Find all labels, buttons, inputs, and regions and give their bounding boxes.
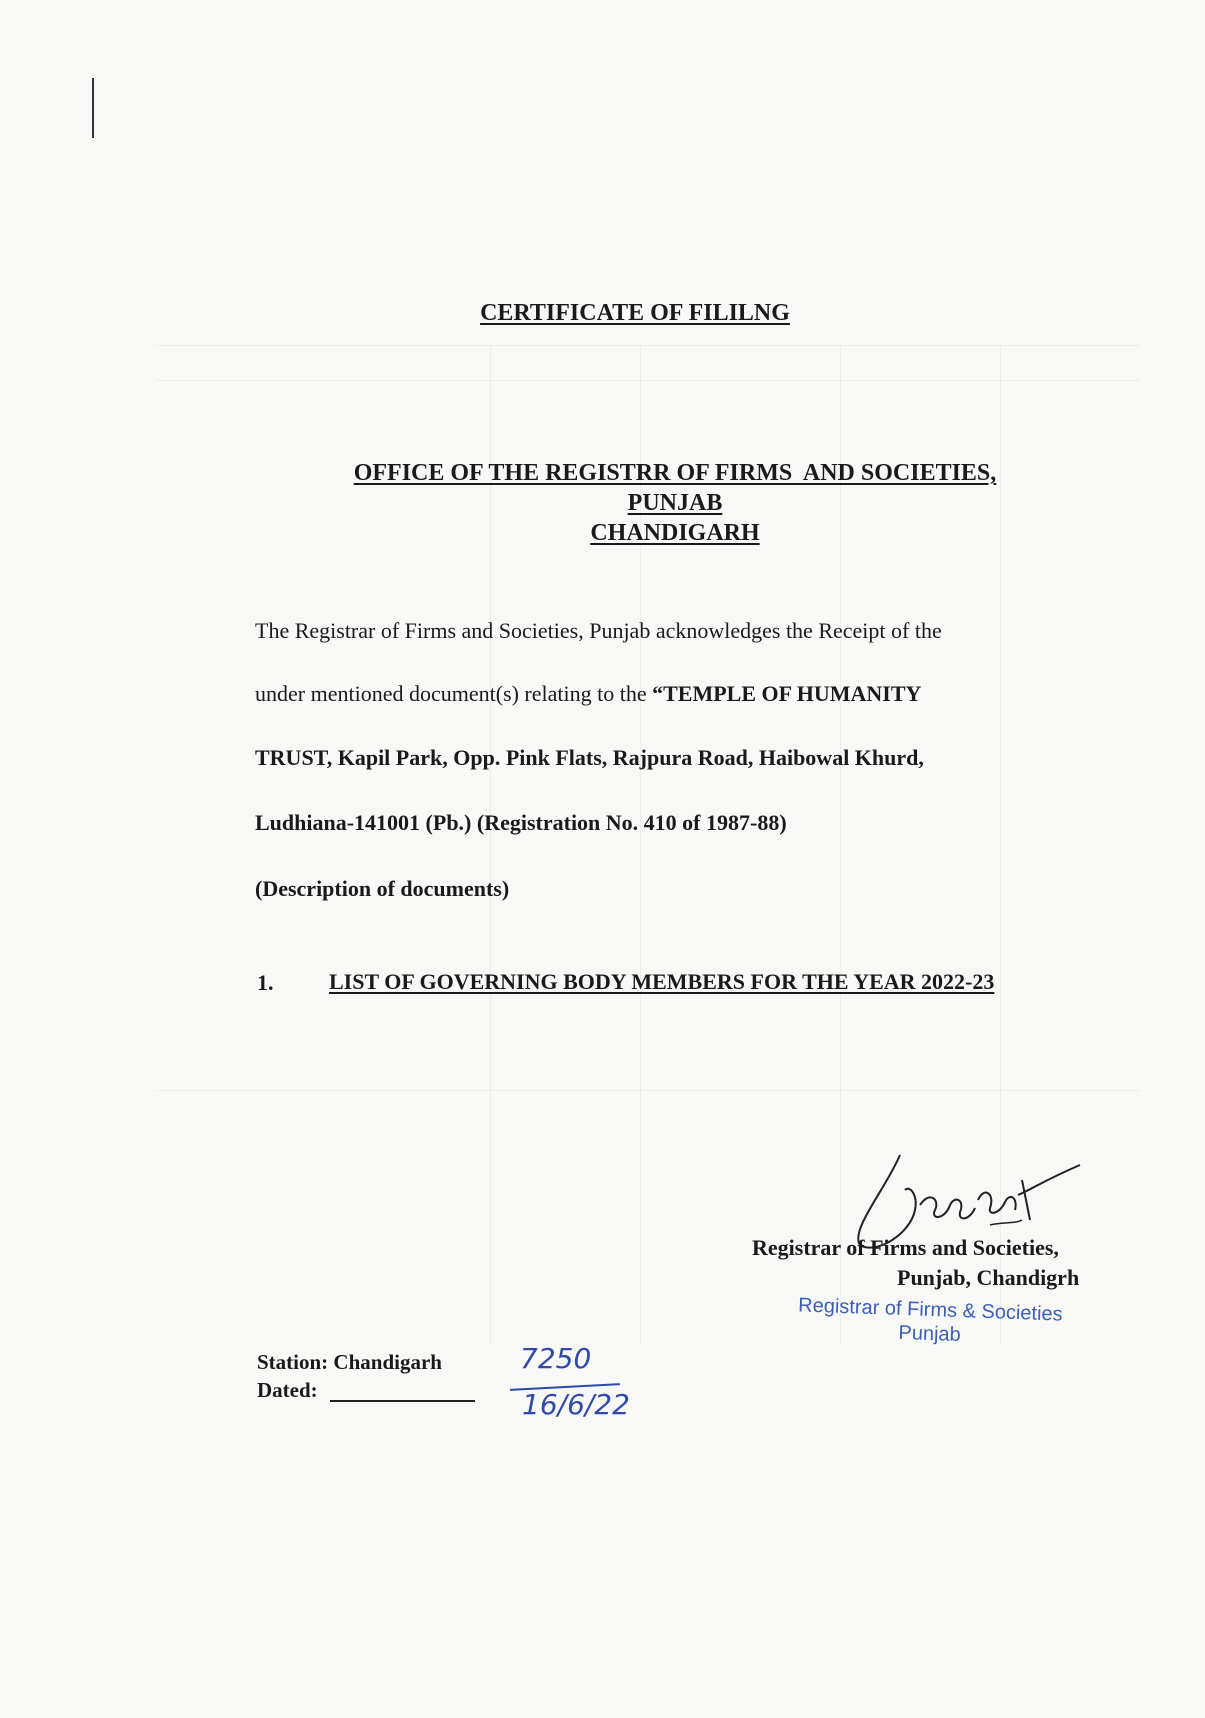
handwritten-diary-number: 7250 xyxy=(520,1342,592,1375)
stamp-line-2: Punjab xyxy=(898,1321,962,1347)
list-item-text: LIST OF GOVERNING BODY MEMBERS FOR THE YEAR 2022-23 xyxy=(329,969,995,994)
body-line-2-plain: under mentioned document(s) relating to the xyxy=(255,681,653,706)
office-line-3: CHANDIGARH xyxy=(590,520,760,546)
body-line-1: The Registrar of Firms and Societies, Punjab acknowledges the Receipt of the xyxy=(255,618,942,643)
dated-underline xyxy=(330,1400,475,1402)
body-line-4: Ludhiana-141001 (Pb.) (Registration No. 410 of 1987-88) xyxy=(255,810,787,835)
bleed-through-line xyxy=(155,345,1140,346)
dated-label: Dated: xyxy=(257,1378,318,1402)
description-heading: (Description of documents) xyxy=(255,876,510,901)
body-line-3: TRUST, Kapil Park, Opp. Pink Flats, Rajpura Road, Haibowal Khurd, xyxy=(255,745,924,770)
bleed-through-line xyxy=(155,380,1140,381)
station-block xyxy=(257,1348,442,1404)
body-line-2 xyxy=(255,681,1105,707)
stamp-line-1: Registrar of Firms & Societies xyxy=(797,1294,1063,1326)
handwritten-date: 16/6/22 xyxy=(522,1388,630,1421)
list-item-number: 1. xyxy=(257,970,274,995)
station-label: Station: Chandigarh xyxy=(257,1350,442,1374)
signatory-title: Registrar of Firms and Societies, xyxy=(752,1235,1059,1260)
office-line-2: PUNJAB xyxy=(627,490,723,516)
bleed-through-line xyxy=(155,1090,1140,1091)
office-line-1: OFFICE OF THE REGISTRR OF FIRMS AND SOCIETIES, xyxy=(353,460,997,486)
signatory-location: Punjab, Chandigrh xyxy=(897,1265,1080,1290)
office-heading xyxy=(255,458,1095,548)
scan-edge-mark xyxy=(92,78,94,138)
certificate-title: CERTIFICATE OF FILILNG xyxy=(480,300,790,326)
trust-name-start: “TEMPLE OF HUMANITY xyxy=(652,681,922,706)
official-stamp xyxy=(759,1292,1100,1352)
